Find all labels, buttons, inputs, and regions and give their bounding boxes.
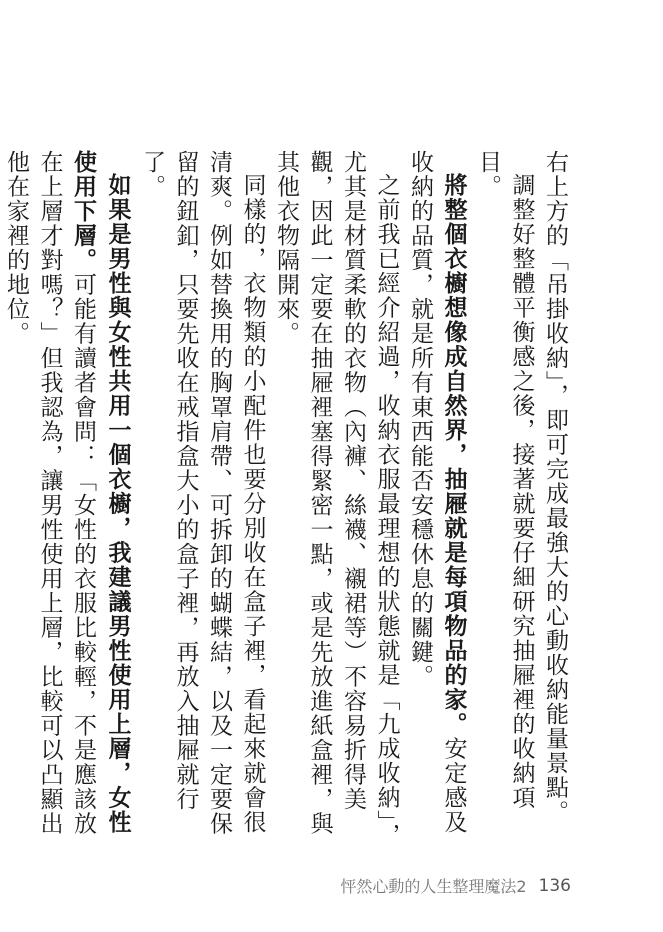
- paragraph-text: 安定感及收納的品質，就是所有東西能否安穩休息的關鍵。: [407, 150, 467, 835]
- paragraph-text: 調整好整體平衡感之後，接著就要仔細研究抽屜裡的收納項目。: [475, 150, 535, 810]
- paragraph: [135, 150, 269, 850]
- paragraph-text: 同樣的，衣物類的小配件也要分別收在盒子裡，看起來就會很清爽。例如替換用的胸罩肩帶、可拆卸的蝴蝶結，以及一定要保留的鈕釦，只要先收在戒指盒大小的盒子裡，再放入抽屜就行了。: [139, 150, 266, 836]
- page-footer: [340, 874, 571, 897]
- body-text: [3, 150, 571, 850]
- paragraph: [269, 150, 403, 850]
- paragraph: [471, 150, 538, 850]
- emphasis-text: 將整個衣櫥想像成自然界，抽屜就是每項物品的家。: [440, 173, 468, 737]
- emphasis-text: 如果是男性與女性共用一個衣櫥，我建議男性使用上層，女性使用下層。: [70, 150, 132, 835]
- page-number: 136: [538, 875, 571, 896]
- paragraph-text: 右上方的「吊掛收納」，即可完成最強大的心動收納能量景點。: [542, 150, 568, 825]
- running-title: 怦然心動的人生整理魔法2: [340, 877, 527, 896]
- paragraph: [538, 150, 572, 850]
- paragraph-text: 之前我已經介紹過，收納衣服最理想的狀態就是「九成收納」，尤其是材質柔軟的衣物（內褲、絲襪、襯裙等）不容易折得美觀，因此一定要在抽屜裡塞得緊密一點，或是先放進紙盒裡，與其他衣物隔開來。: [273, 150, 400, 848]
- paragraph: [0, 150, 135, 850]
- paragraph-text: 可能有讀者會問：「女性的衣服比較輕，不是應該放在上層才對嗎？」但我認為，讓男性使用上層，比較可以凸顯出他在家裡的地位。: [3, 150, 96, 836]
- paragraph: [403, 150, 471, 850]
